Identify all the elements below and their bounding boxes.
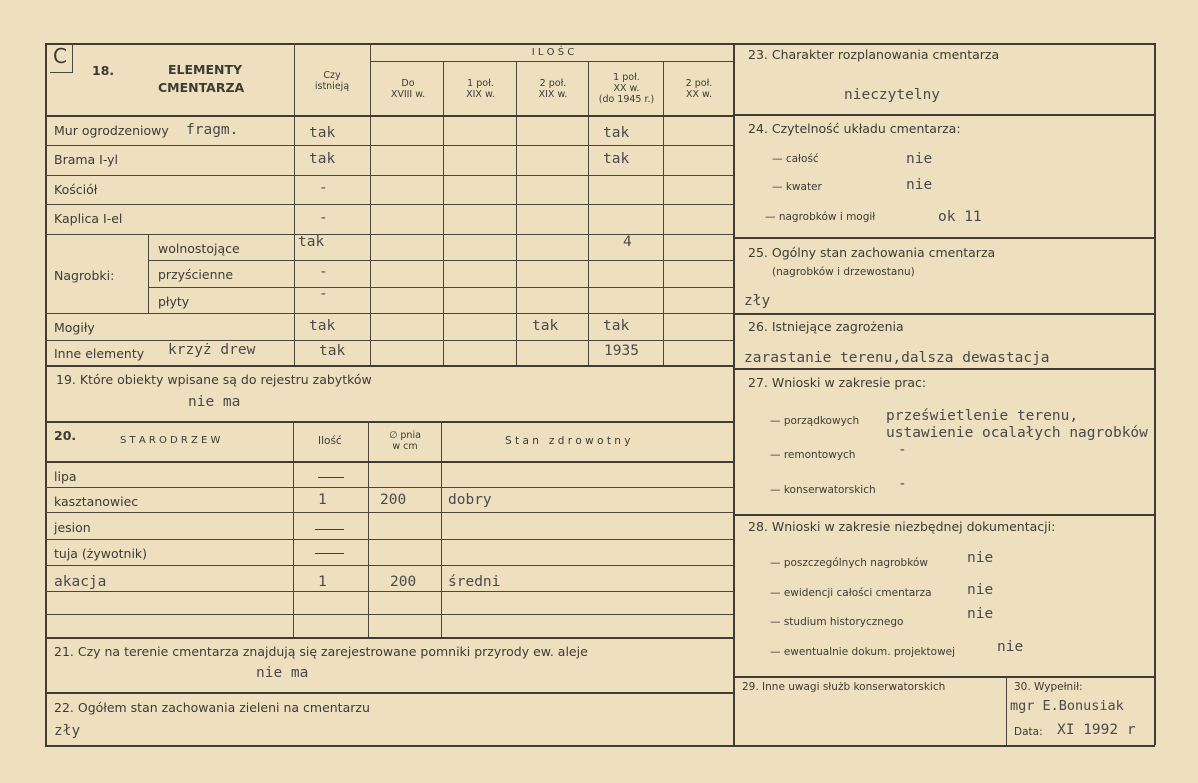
s18-vline-nagrobki (148, 234, 149, 313)
period-4-l1: 1 poł. (613, 72, 640, 83)
row-label-kosciol: Kościół (54, 182, 98, 197)
s27-kons-value: - (898, 476, 907, 492)
s24-kwater-value: nie (906, 177, 933, 193)
s20-header-bottom (45, 461, 733, 463)
row-label-brama: Brama I-yl (54, 152, 119, 167)
section-19-value: nie ma (188, 394, 241, 410)
section-28-label: 28. Wnioski w zakresie niezbędnej dokumentacji: (748, 519, 1056, 534)
inne-exists: tak (319, 343, 346, 359)
section-22-label: 22. Ogółem stan zachowania zieleni na cmentarzu (54, 700, 370, 715)
period-3-l2: XIX w. (538, 89, 568, 100)
ilosc-header: I L O Ś C (531, 47, 575, 58)
period-header-5 (664, 78, 734, 100)
s20-row-line (45, 614, 733, 615)
tree-lipa-dash (318, 477, 344, 478)
tree-jesion-dash (315, 529, 344, 530)
section-30-label: 30. Wypełnił: (1014, 681, 1083, 693)
section-20-number: 20. (54, 428, 77, 443)
row-label-plyty: płyty (158, 294, 190, 309)
period-2-l2: XIX w. (466, 89, 495, 100)
s28-item-4-value: nie (997, 639, 1024, 655)
s24-calosc-value: nie (906, 151, 933, 167)
inne-xx1: 1935 (604, 343, 639, 359)
section-18-number: 18. (92, 63, 115, 78)
s24-bottom (733, 237, 1154, 239)
s21-bottom (45, 692, 733, 694)
kosciol-exists: - (319, 180, 328, 196)
brama-xx1: tak (603, 151, 630, 167)
section-26-value: zarastanie terenu,dalsza dewastacja (744, 350, 1050, 366)
s28-bottom (733, 676, 1154, 678)
row-extra-mur: fragm. (186, 122, 239, 138)
s18-row-line (148, 260, 733, 261)
row-label-wolnostojace: wolnostojące (158, 241, 240, 256)
wolnostojace-xx1: 4 (623, 234, 632, 250)
section-30-name: mgr E.Bonusiak (1010, 698, 1124, 714)
s18-ilosc-underline (370, 61, 733, 62)
row-label-nagrobki: Nagrobki: (54, 268, 115, 283)
row-extra-inne: krzyż drew (168, 342, 256, 358)
s18-vline-p5 (663, 61, 664, 365)
s20-row-line (45, 539, 733, 540)
plyty-exists: - (319, 286, 328, 302)
tree-akacja-state: średni (448, 574, 501, 590)
przyscienne-exists: - (319, 264, 328, 280)
s28-item-3-value: nie (967, 606, 994, 622)
s20-vline-1 (293, 421, 294, 637)
section-23-label: 23. Charakter rozplanowania cmentarza (748, 47, 1000, 62)
period-3-l1: 2 poł. (539, 78, 567, 89)
mur-xx1: tak (603, 125, 630, 141)
s20-row-line (45, 487, 733, 488)
tree-kasztanowiec-state: dobry (448, 492, 492, 508)
s20-row-line (45, 512, 733, 513)
period-5-l2: XX w. (686, 89, 712, 100)
tree-kasztanowiec-count: 1 (318, 492, 327, 508)
s24-kwater-label: — kwater (772, 181, 822, 193)
period-4-l2: XX w. (613, 83, 640, 94)
period-header-3 (517, 78, 589, 100)
s26-bottom (733, 368, 1154, 370)
s18-row-line (45, 340, 733, 341)
frame-right (1154, 43, 1156, 745)
tree-name-lipa: lipa (54, 469, 77, 484)
s20-vline-3 (441, 421, 442, 637)
column-divider (733, 43, 735, 745)
section-25-value: zły (744, 293, 771, 309)
s18-vline-p2 (443, 61, 444, 365)
section-30-date-label: Data: (1014, 726, 1043, 738)
tree-name-kasztanowiec: kasztanowiec (54, 494, 139, 509)
s19-bottom (45, 421, 733, 423)
section-29-label: 29. Inne uwagi służb konserwatorskich (742, 681, 946, 693)
section-30-date: XI 1992 r (1057, 722, 1136, 738)
mur-exists: tak (309, 125, 336, 141)
s18-bottom (45, 365, 733, 367)
col-exists-l1: Czy (323, 70, 341, 81)
s18-row-line (45, 145, 733, 146)
s18-row-line (45, 175, 733, 176)
tree-kasztanowiec-diam: 200 (380, 492, 407, 508)
mogily-xx1: tak (603, 318, 630, 334)
s28-item-2-label: — ewidencji całości cmentarza (770, 587, 932, 599)
s28-item-4-label: — ewentualnie dokum. projektowej (770, 646, 956, 658)
s27-rem-value: - (898, 442, 907, 458)
s18-row-line (148, 287, 733, 288)
section-18-title-2: CMENTARZA (158, 80, 245, 95)
s27-rem-label: — remontowych (770, 449, 856, 461)
s27-kons-label: — konserwatorskich (770, 484, 876, 496)
period-2-l1: 1 poł. (467, 78, 494, 89)
tree-name-akacja: akacja (54, 574, 107, 590)
row-label-przyscienne: przyścienne (158, 267, 234, 282)
s24-nagrobkow-value: ok 11 (938, 209, 982, 225)
section-19-label: 19. Które obiekty wpisane są do rejestru zabytków (56, 372, 372, 387)
s20-vline-2 (368, 421, 369, 637)
section-22-value: zły (54, 723, 81, 739)
period-1-l2: XVIII w. (390, 89, 426, 100)
period-5-l1: 2 poł. (685, 78, 713, 89)
period-1-l1: Do (401, 78, 415, 89)
row-label-kaplica: Kaplica I-el (54, 211, 123, 226)
section-25-label: 25. Ogólny stan zachowania cmentarza (748, 245, 996, 260)
section-27-label: 27. Wnioski w zakresie prac: (748, 375, 927, 390)
col-diam-header (369, 430, 441, 452)
s27-porz-value-2: ustawienie ocalałych nagrobków (886, 425, 1148, 441)
row-label-mur: Mur ogrodzeniowy (54, 123, 169, 138)
section-18-title-1: ELEMENTY (168, 62, 243, 77)
period-header-1 (372, 78, 444, 100)
wolnostojace-exists: tak (298, 234, 325, 250)
s25-bottom (733, 313, 1154, 315)
s27-porz-label: — porządkowych (770, 415, 860, 427)
section-23-value: nieczytelny (844, 87, 941, 103)
s23-bottom (733, 114, 1154, 116)
corner-letter: C (53, 44, 67, 68)
brama-exists: tak (309, 151, 336, 167)
period-header-2 (444, 78, 517, 100)
frame-bottom (45, 745, 1155, 747)
tree-akacja-diam: 200 (390, 574, 417, 590)
s18-vline-p3 (516, 61, 517, 365)
frame-left (45, 43, 47, 745)
tree-akacja-count: 1 (318, 574, 327, 590)
mogily-xix2: tak (532, 318, 559, 334)
starodrzew-header: S T A R O D R Z E W (120, 435, 221, 446)
s18-header-bottom (45, 115, 733, 117)
section-21-value: nie ma (256, 665, 309, 681)
frame-top (45, 43, 1155, 45)
col-count-header: Ilość (318, 435, 342, 447)
s20-bottom (45, 637, 733, 639)
s27-porz-value-1: prześwietlenie terenu, (886, 408, 1079, 424)
mogily-exists: tak (309, 318, 336, 334)
row-label-inne: Inne elementy (54, 346, 145, 361)
col-diam-l2: w cm (392, 441, 418, 452)
s28-item-1-label: — poszczególnych nagrobków (770, 557, 928, 569)
col-exists-l2: istnieją (314, 81, 350, 92)
tree-name-tuja: tuja (żywotnik) (54, 546, 148, 561)
s20-row-line (45, 565, 733, 566)
s28-item-2-value: nie (967, 582, 994, 598)
s29-s30-divider (1006, 676, 1007, 745)
s27-bottom (733, 514, 1154, 516)
s24-calosc-label: — całość (772, 153, 819, 165)
row-label-mogily: Mogiły (54, 320, 95, 335)
section-26-label: 26. Istniejące zagrożenia (748, 319, 904, 334)
s18-row-line (45, 204, 733, 205)
col-diam-l1: ∅ pnia (389, 430, 421, 441)
s28-item-3-label: — studium historycznego (770, 616, 904, 628)
s20-row-line (45, 591, 733, 592)
s24-nagrobkow-label: — nagrobków i mogił (765, 211, 876, 223)
col-health-header: S t a n z d r o w o t n y (505, 435, 631, 447)
period-4-l3: (do 1945 r.) (598, 94, 655, 105)
section-21-label: 21. Czy na terenie cmentarza znajdują się zarejestrowane pomniki przyrody ew. aleje (54, 644, 588, 659)
tree-tuja-dash (315, 553, 344, 554)
kaplica-exists: - (319, 210, 328, 226)
col-exists-header (296, 70, 368, 92)
tree-name-jesion: jesion (54, 520, 91, 535)
section-25-sub: (nagrobków i drzewostanu) (772, 266, 915, 278)
s18-row-line (45, 313, 733, 314)
section-24-label: 24. Czytelność układu cmentarza: (748, 121, 961, 136)
period-header-4 (589, 72, 664, 105)
s18-vline-p4 (588, 61, 589, 365)
s28-item-1-value: nie (967, 550, 994, 566)
